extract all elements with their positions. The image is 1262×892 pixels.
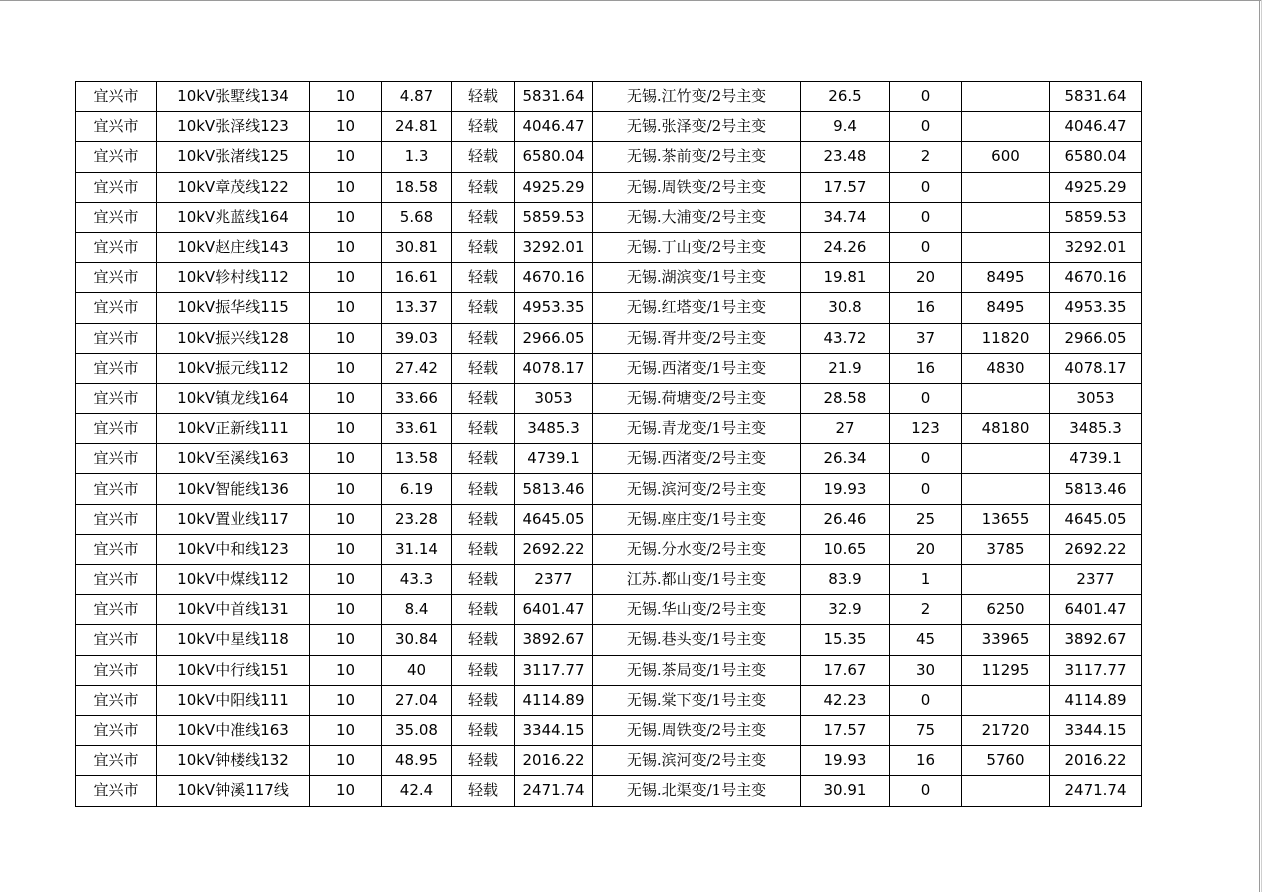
table-row <box>76 232 1142 262</box>
count-cell: 0 <box>890 172 962 202</box>
voltage-cell: 10 <box>310 685 382 715</box>
length-cell: 13.58 <box>382 444 452 474</box>
line-name-cell: 10kV中行线151 <box>157 655 310 685</box>
count-cell: 16 <box>890 353 962 383</box>
city-cell: 宜兴市 <box>76 776 157 806</box>
connected-capacity-cell: 8495 <box>962 293 1050 323</box>
line-name-cell: 10kV中阳线111 <box>157 685 310 715</box>
connected-capacity-cell: 3785 <box>962 534 1050 564</box>
capacity-cell: 4925.29 <box>515 172 593 202</box>
count-cell: 37 <box>890 323 962 353</box>
load-rate-cell: 34.74 <box>801 202 890 232</box>
table-row <box>76 565 1142 595</box>
load-rate-cell: 28.58 <box>801 383 890 413</box>
available-capacity-cell: 4953.35 <box>1050 293 1142 323</box>
length-cell: 33.66 <box>382 383 452 413</box>
line-name-cell: 10kV轸村线112 <box>157 263 310 293</box>
load-status-cell: 轻载 <box>452 142 515 172</box>
city-cell: 宜兴市 <box>76 595 157 625</box>
table-row <box>76 595 1142 625</box>
available-capacity-cell: 2966.05 <box>1050 323 1142 353</box>
count-cell: 0 <box>890 232 962 262</box>
length-cell: 24.81 <box>382 112 452 142</box>
voltage-cell: 10 <box>310 504 382 534</box>
table-row <box>76 112 1142 142</box>
capacity-cell: 6580.04 <box>515 142 593 172</box>
count-cell: 2 <box>890 142 962 172</box>
load-status-cell: 轻载 <box>452 504 515 534</box>
available-capacity-cell: 2016.22 <box>1050 746 1142 776</box>
line-name-cell: 10kV赵庄线143 <box>157 232 310 262</box>
length-cell: 43.3 <box>382 565 452 595</box>
capacity-cell: 3292.01 <box>515 232 593 262</box>
length-cell: 13.37 <box>382 293 452 323</box>
load-rate-cell: 32.9 <box>801 595 890 625</box>
load-rate-cell: 17.57 <box>801 172 890 202</box>
city-cell: 宜兴市 <box>76 232 157 262</box>
length-cell: 23.28 <box>382 504 452 534</box>
load-status-cell: 轻载 <box>452 655 515 685</box>
capacity-cell: 2692.22 <box>515 534 593 564</box>
load-status-cell: 轻载 <box>452 232 515 262</box>
load-status-cell: 轻载 <box>452 715 515 745</box>
line-name-cell: 10kV镇龙线164 <box>157 383 310 413</box>
table-row <box>76 625 1142 655</box>
voltage-cell: 10 <box>310 232 382 262</box>
count-cell: 75 <box>890 715 962 745</box>
city-cell: 宜兴市 <box>76 715 157 745</box>
available-capacity-cell: 2377 <box>1050 565 1142 595</box>
voltage-cell: 10 <box>310 353 382 383</box>
table-row <box>76 655 1142 685</box>
available-capacity-cell: 2692.22 <box>1050 534 1142 564</box>
available-capacity-cell: 3053 <box>1050 383 1142 413</box>
available-capacity-cell: 6580.04 <box>1050 142 1142 172</box>
length-cell: 40 <box>382 655 452 685</box>
load-rate-cell: 27 <box>801 414 890 444</box>
length-cell: 31.14 <box>382 534 452 564</box>
connected-capacity-cell <box>962 202 1050 232</box>
load-status-cell: 轻载 <box>452 293 515 323</box>
count-cell: 25 <box>890 504 962 534</box>
table-row <box>76 82 1142 112</box>
count-cell: 123 <box>890 414 962 444</box>
voltage-cell: 10 <box>310 655 382 685</box>
city-cell: 宜兴市 <box>76 414 157 444</box>
load-rate-cell: 10.65 <box>801 534 890 564</box>
load-rate-cell: 30.8 <box>801 293 890 323</box>
length-cell: 8.4 <box>382 595 452 625</box>
capacity-cell: 6401.47 <box>515 595 593 625</box>
load-rate-cell: 26.34 <box>801 444 890 474</box>
load-rate-cell: 26.5 <box>801 82 890 112</box>
capacity-cell: 4953.35 <box>515 293 593 323</box>
substation-cell: 无锡.湖滨变/1号主变 <box>593 263 801 293</box>
line-name-cell: 10kV张泽线123 <box>157 112 310 142</box>
substation-cell: 无锡.华山变/2号主变 <box>593 595 801 625</box>
load-rate-cell: 23.48 <box>801 142 890 172</box>
connected-capacity-cell <box>962 232 1050 262</box>
city-cell: 宜兴市 <box>76 655 157 685</box>
count-cell: 20 <box>890 534 962 564</box>
length-cell: 39.03 <box>382 323 452 353</box>
count-cell: 1 <box>890 565 962 595</box>
voltage-cell: 10 <box>310 595 382 625</box>
connected-capacity-cell: 48180 <box>962 414 1050 444</box>
table-row <box>76 746 1142 776</box>
city-cell: 宜兴市 <box>76 444 157 474</box>
length-cell: 27.04 <box>382 685 452 715</box>
count-cell: 0 <box>890 112 962 142</box>
load-status-cell: 轻载 <box>452 776 515 806</box>
capacity-cell: 3485.3 <box>515 414 593 444</box>
count-cell: 0 <box>890 685 962 715</box>
line-name-cell: 10kV中准线163 <box>157 715 310 745</box>
connected-capacity-cell: 8495 <box>962 263 1050 293</box>
city-cell: 宜兴市 <box>76 202 157 232</box>
available-capacity-cell: 3892.67 <box>1050 625 1142 655</box>
capacity-cell: 3053 <box>515 383 593 413</box>
capacity-cell: 2471.74 <box>515 776 593 806</box>
line-name-cell: 10kV智能线136 <box>157 474 310 504</box>
connected-capacity-cell <box>962 776 1050 806</box>
count-cell: 30 <box>890 655 962 685</box>
city-cell: 宜兴市 <box>76 353 157 383</box>
connected-capacity-cell <box>962 172 1050 202</box>
city-cell: 宜兴市 <box>76 685 157 715</box>
connected-capacity-cell <box>962 383 1050 413</box>
voltage-cell: 10 <box>310 534 382 564</box>
available-capacity-cell: 4645.05 <box>1050 504 1142 534</box>
connected-capacity-cell <box>962 565 1050 595</box>
load-status-cell: 轻载 <box>452 82 515 112</box>
connected-capacity-cell <box>962 444 1050 474</box>
city-cell: 宜兴市 <box>76 625 157 655</box>
available-capacity-cell: 4078.17 <box>1050 353 1142 383</box>
capacity-cell: 4645.05 <box>515 504 593 534</box>
substation-cell: 无锡.大浦变/2号主变 <box>593 202 801 232</box>
voltage-cell: 10 <box>310 172 382 202</box>
line-name-cell: 10kV置业线117 <box>157 504 310 534</box>
line-name-cell: 10kV中首线131 <box>157 595 310 625</box>
connected-capacity-cell: 21720 <box>962 715 1050 745</box>
capacity-cell: 4046.47 <box>515 112 593 142</box>
available-capacity-cell: 4670.16 <box>1050 263 1142 293</box>
load-rate-cell: 17.57 <box>801 715 890 745</box>
substation-cell: 无锡.滨河变/2号主变 <box>593 474 801 504</box>
connected-capacity-cell: 33965 <box>962 625 1050 655</box>
line-name-cell: 10kV中和线123 <box>157 534 310 564</box>
length-cell: 33.61 <box>382 414 452 444</box>
voltage-cell: 10 <box>310 625 382 655</box>
page-right-border <box>1259 0 1260 892</box>
line-name-cell: 10kV张渚线125 <box>157 142 310 172</box>
available-capacity-cell: 3485.3 <box>1050 414 1142 444</box>
table-row <box>76 383 1142 413</box>
substation-cell: 无锡.张泽变/2号主变 <box>593 112 801 142</box>
capacity-cell: 3344.15 <box>515 715 593 745</box>
line-name-cell: 10kV钟溪117线 <box>157 776 310 806</box>
connected-capacity-cell <box>962 474 1050 504</box>
line-name-cell: 10kV振华线115 <box>157 293 310 323</box>
capacity-cell: 4114.89 <box>515 685 593 715</box>
city-cell: 宜兴市 <box>76 534 157 564</box>
city-cell: 宜兴市 <box>76 142 157 172</box>
connected-capacity-cell: 4830 <box>962 353 1050 383</box>
substation-cell: 无锡.胥井变/2号主变 <box>593 323 801 353</box>
length-cell: 42.4 <box>382 776 452 806</box>
capacity-cell: 3892.67 <box>515 625 593 655</box>
load-rate-cell: 21.9 <box>801 353 890 383</box>
available-capacity-cell: 3292.01 <box>1050 232 1142 262</box>
capacity-cell: 5859.53 <box>515 202 593 232</box>
connected-capacity-cell: 6250 <box>962 595 1050 625</box>
substation-cell: 无锡.茶前变/2号主变 <box>593 142 801 172</box>
count-cell: 20 <box>890 263 962 293</box>
substation-cell: 无锡.周铁变/2号主变 <box>593 715 801 745</box>
load-status-cell: 轻载 <box>452 383 515 413</box>
available-capacity-cell: 5813.46 <box>1050 474 1142 504</box>
load-status-cell: 轻载 <box>452 444 515 474</box>
substation-cell: 无锡.棠下变/1号主变 <box>593 685 801 715</box>
load-rate-cell: 24.26 <box>801 232 890 262</box>
voltage-cell: 10 <box>310 444 382 474</box>
substation-cell: 江苏.都山变/1号主变 <box>593 565 801 595</box>
table-row <box>76 685 1142 715</box>
feeder-table-body <box>76 82 1142 807</box>
substation-cell: 无锡.荷塘变/2号主变 <box>593 383 801 413</box>
available-capacity-cell: 5859.53 <box>1050 202 1142 232</box>
capacity-cell: 2377 <box>515 565 593 595</box>
capacity-cell: 5831.64 <box>515 82 593 112</box>
load-status-cell: 轻载 <box>452 595 515 625</box>
connected-capacity-cell: 11820 <box>962 323 1050 353</box>
available-capacity-cell: 2471.74 <box>1050 776 1142 806</box>
load-status-cell: 轻载 <box>452 746 515 776</box>
line-name-cell: 10kV中星线118 <box>157 625 310 655</box>
feeder-table <box>75 81 1142 807</box>
page-top-border <box>0 0 1262 1</box>
capacity-cell: 2016.22 <box>515 746 593 776</box>
substation-cell: 无锡.北渠变/1号主变 <box>593 776 801 806</box>
length-cell: 16.61 <box>382 263 452 293</box>
table-row <box>76 172 1142 202</box>
available-capacity-cell: 3344.15 <box>1050 715 1142 745</box>
count-cell: 16 <box>890 746 962 776</box>
load-status-cell: 轻载 <box>452 323 515 353</box>
line-name-cell: 10kV正新线111 <box>157 414 310 444</box>
substation-cell: 无锡.茶局变/1号主变 <box>593 655 801 685</box>
voltage-cell: 10 <box>310 323 382 353</box>
count-cell: 2 <box>890 595 962 625</box>
line-name-cell: 10kV兆蓝线164 <box>157 202 310 232</box>
capacity-cell: 4078.17 <box>515 353 593 383</box>
table-row <box>76 202 1142 232</box>
load-rate-cell: 19.93 <box>801 746 890 776</box>
table-row <box>76 715 1142 745</box>
length-cell: 6.19 <box>382 474 452 504</box>
voltage-cell: 10 <box>310 82 382 112</box>
substation-cell: 无锡.青龙变/1号主变 <box>593 414 801 444</box>
substation-cell: 无锡.滨河变/2号主变 <box>593 746 801 776</box>
count-cell: 0 <box>890 474 962 504</box>
city-cell: 宜兴市 <box>76 112 157 142</box>
city-cell: 宜兴市 <box>76 82 157 112</box>
city-cell: 宜兴市 <box>76 172 157 202</box>
table-row <box>76 504 1142 534</box>
city-cell: 宜兴市 <box>76 383 157 413</box>
length-cell: 4.87 <box>382 82 452 112</box>
table-row <box>76 444 1142 474</box>
line-name-cell: 10kV振元线112 <box>157 353 310 383</box>
city-cell: 宜兴市 <box>76 474 157 504</box>
voltage-cell: 10 <box>310 142 382 172</box>
length-cell: 18.58 <box>382 172 452 202</box>
count-cell: 16 <box>890 293 962 323</box>
city-cell: 宜兴市 <box>76 263 157 293</box>
substation-cell: 无锡.巷头变/1号主变 <box>593 625 801 655</box>
voltage-cell: 10 <box>310 776 382 806</box>
connected-capacity-cell <box>962 685 1050 715</box>
capacity-cell: 3117.77 <box>515 655 593 685</box>
load-status-cell: 轻载 <box>452 172 515 202</box>
count-cell: 0 <box>890 82 962 112</box>
connected-capacity-cell: 13655 <box>962 504 1050 534</box>
available-capacity-cell: 4739.1 <box>1050 444 1142 474</box>
length-cell: 27.42 <box>382 353 452 383</box>
available-capacity-cell: 3117.77 <box>1050 655 1142 685</box>
table-row <box>76 776 1142 806</box>
connected-capacity-cell <box>962 82 1050 112</box>
load-rate-cell: 26.46 <box>801 504 890 534</box>
load-status-cell: 轻载 <box>452 474 515 504</box>
length-cell: 30.81 <box>382 232 452 262</box>
city-cell: 宜兴市 <box>76 293 157 323</box>
load-status-cell: 轻载 <box>452 202 515 232</box>
substation-cell: 无锡.红塔变/1号主变 <box>593 293 801 323</box>
count-cell: 0 <box>890 444 962 474</box>
substation-cell: 无锡.分水变/2号主变 <box>593 534 801 564</box>
substation-cell: 无锡.座庄变/1号主变 <box>593 504 801 534</box>
count-cell: 0 <box>890 383 962 413</box>
available-capacity-cell: 5831.64 <box>1050 82 1142 112</box>
substation-cell: 无锡.江竹变/2号主变 <box>593 82 801 112</box>
voltage-cell: 10 <box>310 293 382 323</box>
voltage-cell: 10 <box>310 112 382 142</box>
connected-capacity-cell: 5760 <box>962 746 1050 776</box>
city-cell: 宜兴市 <box>76 565 157 595</box>
voltage-cell: 10 <box>310 715 382 745</box>
table-row <box>76 353 1142 383</box>
capacity-cell: 5813.46 <box>515 474 593 504</box>
load-status-cell: 轻载 <box>452 625 515 655</box>
line-name-cell: 10kV章茂线122 <box>157 172 310 202</box>
count-cell: 0 <box>890 776 962 806</box>
available-capacity-cell: 4114.89 <box>1050 685 1142 715</box>
length-cell: 30.84 <box>382 625 452 655</box>
load-status-cell: 轻载 <box>452 685 515 715</box>
load-status-cell: 轻载 <box>452 565 515 595</box>
voltage-cell: 10 <box>310 565 382 595</box>
capacity-cell: 2966.05 <box>515 323 593 353</box>
available-capacity-cell: 4925.29 <box>1050 172 1142 202</box>
voltage-cell: 10 <box>310 746 382 776</box>
load-rate-cell: 42.23 <box>801 685 890 715</box>
connected-capacity-cell <box>962 112 1050 142</box>
table-row <box>76 414 1142 444</box>
load-rate-cell: 19.93 <box>801 474 890 504</box>
connected-capacity-cell: 600 <box>962 142 1050 172</box>
load-rate-cell: 43.72 <box>801 323 890 353</box>
line-name-cell: 10kV张墅线134 <box>157 82 310 112</box>
line-name-cell: 10kV至溪线163 <box>157 444 310 474</box>
load-rate-cell: 83.9 <box>801 565 890 595</box>
table-row <box>76 534 1142 564</box>
table-row <box>76 474 1142 504</box>
line-name-cell: 10kV振兴线128 <box>157 323 310 353</box>
voltage-cell: 10 <box>310 474 382 504</box>
table-row <box>76 263 1142 293</box>
city-cell: 宜兴市 <box>76 746 157 776</box>
substation-cell: 无锡.周铁变/2号主变 <box>593 172 801 202</box>
load-rate-cell: 17.67 <box>801 655 890 685</box>
load-status-cell: 轻载 <box>452 414 515 444</box>
line-name-cell: 10kV中煤线112 <box>157 565 310 595</box>
capacity-cell: 4670.16 <box>515 263 593 293</box>
available-capacity-cell: 4046.47 <box>1050 112 1142 142</box>
load-status-cell: 轻载 <box>452 353 515 383</box>
line-name-cell: 10kV钟楼线132 <box>157 746 310 776</box>
substation-cell: 无锡.西渚变/1号主变 <box>593 353 801 383</box>
load-status-cell: 轻载 <box>452 534 515 564</box>
table-row <box>76 323 1142 353</box>
city-cell: 宜兴市 <box>76 504 157 534</box>
table-row <box>76 142 1142 172</box>
capacity-cell: 4739.1 <box>515 444 593 474</box>
load-rate-cell: 15.35 <box>801 625 890 655</box>
substation-cell: 无锡.丁山变/2号主变 <box>593 232 801 262</box>
length-cell: 48.95 <box>382 746 452 776</box>
connected-capacity-cell: 11295 <box>962 655 1050 685</box>
load-status-cell: 轻载 <box>452 112 515 142</box>
load-rate-cell: 19.81 <box>801 263 890 293</box>
voltage-cell: 10 <box>310 202 382 232</box>
voltage-cell: 10 <box>310 383 382 413</box>
voltage-cell: 10 <box>310 263 382 293</box>
available-capacity-cell: 6401.47 <box>1050 595 1142 625</box>
length-cell: 35.08 <box>382 715 452 745</box>
load-rate-cell: 9.4 <box>801 112 890 142</box>
count-cell: 0 <box>890 202 962 232</box>
load-rate-cell: 30.91 <box>801 776 890 806</box>
table-row <box>76 293 1142 323</box>
voltage-cell: 10 <box>310 414 382 444</box>
length-cell: 5.68 <box>382 202 452 232</box>
city-cell: 宜兴市 <box>76 323 157 353</box>
substation-cell: 无锡.西渚变/2号主变 <box>593 444 801 474</box>
load-status-cell: 轻载 <box>452 263 515 293</box>
count-cell: 45 <box>890 625 962 655</box>
length-cell: 1.3 <box>382 142 452 172</box>
